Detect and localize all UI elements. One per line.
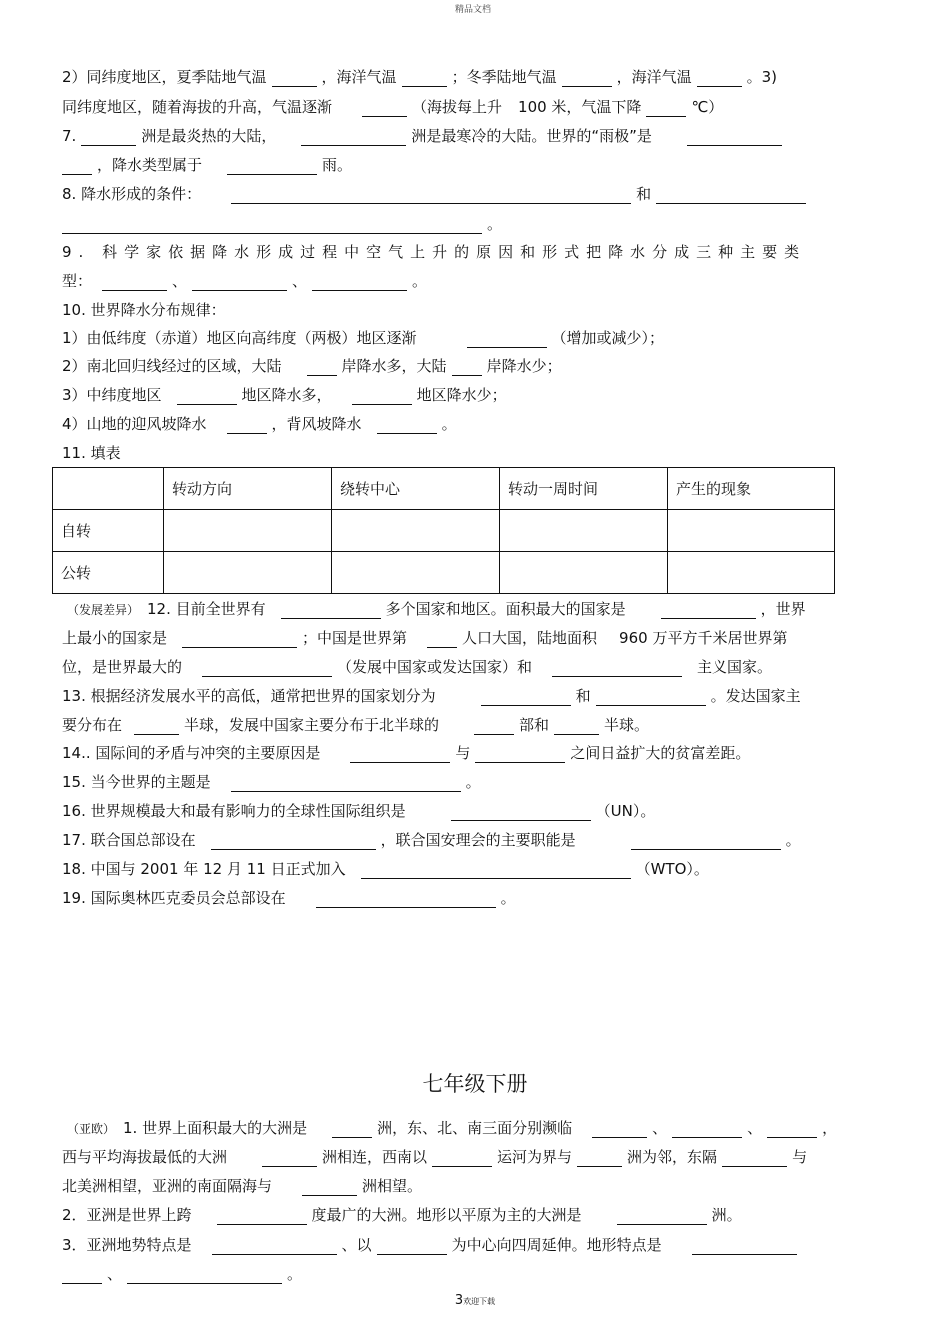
- question-line: 11. 填表: [62, 444, 121, 462]
- blank: [672, 1119, 742, 1138]
- blank: [474, 716, 514, 735]
- blank: [577, 1148, 622, 1167]
- blank: [692, 1236, 797, 1255]
- table-header-cell: [53, 468, 164, 510]
- question-line: 16. 世界规模最大和最有影响力的全球性国际组织是 （UN）。: [62, 802, 656, 820]
- question-line: 、 。: [62, 1260, 302, 1288]
- blank: [62, 215, 482, 234]
- page-header: 精品文档: [455, 5, 492, 15]
- blank: [631, 831, 781, 850]
- blank: [617, 1206, 707, 1225]
- blank: [134, 716, 179, 735]
- blank: [272, 68, 317, 87]
- blank: [212, 1236, 337, 1255]
- question-line: 10. 世界降水分布规律：: [62, 301, 226, 319]
- question-line: 上最小的国家是 ；中国是世界第 人口大国，陆地面积 960 万平方千米居世界第: [62, 629, 788, 647]
- blank: [592, 1119, 647, 1138]
- blank: [722, 1148, 787, 1167]
- blank: [302, 1177, 357, 1196]
- question-line: 4）山地的迎风坡降水 ，背风坡降水 。: [62, 415, 457, 433]
- blank: [451, 802, 591, 821]
- question-line: 8. 降水形成的条件： 和: [62, 180, 811, 208]
- blank: [227, 156, 317, 175]
- blank: [102, 272, 167, 291]
- blank: [661, 600, 756, 619]
- blank: [217, 1206, 307, 1225]
- question-line: 位，是世界最大的 （发展中国家或发达国家）和 主义国家。: [62, 658, 773, 676]
- blank: [62, 1265, 102, 1284]
- question-line: 3）中纬度地区 地区降水多， 地区降水少；: [62, 386, 507, 404]
- blank: [687, 127, 782, 146]
- question-line: 15. 当今世界的主题是 。: [62, 773, 481, 791]
- blank: [352, 386, 412, 405]
- section-tag: （发展差异）: [67, 603, 140, 617]
- blank: [377, 1236, 447, 1255]
- question-line: 型： 、 、 。: [62, 272, 428, 290]
- blank: [361, 860, 631, 879]
- blank: [646, 98, 686, 117]
- blank: [596, 687, 706, 706]
- blank: [427, 629, 457, 648]
- question-line: 2）南北回归线经过的区域，大陆 岸降水多，大陆 岸降水少；: [62, 357, 562, 375]
- blank: [231, 185, 631, 204]
- table-header-cell: 绕转中心: [332, 468, 500, 510]
- blank: [432, 1148, 492, 1167]
- answer-cell: [164, 510, 332, 552]
- question-line: 北美洲相望，亚洲的南面隔海与 洲相望。: [62, 1177, 423, 1195]
- blank: [656, 185, 806, 204]
- blank: [377, 415, 437, 434]
- table-header-cell: 产生的现象: [668, 468, 835, 510]
- question-line: 1）由低纬度（赤道）地区向高纬度（两极）地区逐渐 （增加或减少）；: [62, 329, 665, 347]
- section-tag: （亚欧）: [67, 1122, 116, 1136]
- question-line: 7. 洲是最炎热的大陆， 洲是最寒冷的大陆。世界的“雨极”是: [62, 122, 787, 150]
- section-title: 七年级下册: [422, 1072, 528, 1096]
- question-line: 13. 根据经济发展水平的高低，通常把世界的国家划分为 和 。发达国家主: [62, 687, 801, 705]
- blank: [211, 831, 376, 850]
- row-label: 公转: [53, 552, 164, 594]
- question-line: 2）同纬度地区，夏季陆地气温 ，海洋气温 ；冬季陆地气温 ，海洋气温 。3): [62, 68, 777, 86]
- table-header-cell: 转动一周时间: [500, 468, 668, 510]
- blank: [202, 658, 332, 677]
- row-label: 自转: [53, 510, 164, 552]
- blank: [767, 1119, 817, 1138]
- answer-cell: [668, 510, 835, 552]
- question-line: 同纬度地区，随着海拔的升高，气温逐渐 （海拔每上升 100 米，气温下降 ℃）: [62, 98, 724, 116]
- blank: [552, 658, 682, 677]
- blank: [362, 98, 407, 117]
- blank: [350, 744, 450, 763]
- answer-cell: [164, 552, 332, 594]
- question-line: 14.. 国际间的矛盾与冲突的主要原因是 与 之间日益扩大的贫富差距。: [62, 744, 751, 762]
- blank: [231, 773, 461, 792]
- blank: [62, 156, 92, 175]
- table-header-row: [53, 468, 835, 510]
- question-line: 18. 中国与 2001 年 12 月 11 日正式加入 （WTO）。: [62, 860, 709, 878]
- blank: [177, 386, 237, 405]
- question-line: （发展差异） 12. 目前全世界有 多个国家和地区。面积最大的国家是 ，世界: [67, 600, 806, 618]
- table-row: [53, 552, 835, 594]
- table-row: [53, 510, 835, 552]
- blank: [301, 127, 406, 146]
- blank: [554, 716, 599, 735]
- blank: [467, 329, 547, 348]
- blank: [227, 415, 267, 434]
- blank: [481, 687, 571, 706]
- blank: [307, 357, 337, 376]
- blank: [192, 272, 287, 291]
- answer-cell: [332, 552, 500, 594]
- question-line: 2．亚洲是世界上跨 度最广的大洲。地形以平原为主的大洲是 洲。: [62, 1206, 742, 1224]
- question-line: 19. 国际奥林匹克委员会总部设在 。: [62, 889, 516, 907]
- footer-text: 欢迎下载: [463, 1297, 496, 1306]
- blank: [281, 600, 381, 619]
- blank: [332, 1119, 372, 1138]
- answer-cell: [500, 552, 668, 594]
- question-line: 。: [62, 210, 502, 238]
- page-footer: [0, 1293, 950, 1308]
- question-line: 17. 联合国总部设在 ，联合国安理会的主要职能是 。: [62, 831, 801, 849]
- answer-cell: [668, 552, 835, 594]
- question-line: （亚欧） 1. 世界上面积最大的大洲是 洲，东、北、南三面分别濒临 、 、 ，: [67, 1119, 838, 1137]
- question-line: 要分布在 半球，发展中国家主要分布于北半球的 部和 半球。: [62, 716, 650, 734]
- blank: [316, 889, 496, 908]
- blank: [81, 127, 136, 146]
- rotation-revolution-table: [52, 467, 835, 594]
- blank: [452, 357, 482, 376]
- question-line: 9. 科学家依据降水形成过程中空气上升的原因和形式把降水分成三种主要类: [62, 243, 807, 261]
- answer-cell: [500, 510, 668, 552]
- question-line: 西与平均海拔最低的大洲 洲相连，西南以 运河为界与 洲为邻，东隔 与: [62, 1148, 808, 1166]
- blank: [182, 629, 297, 648]
- question-line: ，降水类型属于 雨。: [62, 151, 352, 179]
- answer-cell: [332, 510, 500, 552]
- page-number: 3: [454, 1293, 464, 1308]
- blank: [475, 744, 565, 763]
- blank: [312, 272, 407, 291]
- blank: [697, 68, 742, 87]
- blank: [127, 1265, 282, 1284]
- table-header-cell: 转动方向: [164, 468, 332, 510]
- blank: [262, 1148, 317, 1167]
- question-line: 3．亚洲地势特点是 、以 为中心向四周延伸。地形特点是: [62, 1231, 802, 1259]
- blank: [402, 68, 447, 87]
- blank: [562, 68, 612, 87]
